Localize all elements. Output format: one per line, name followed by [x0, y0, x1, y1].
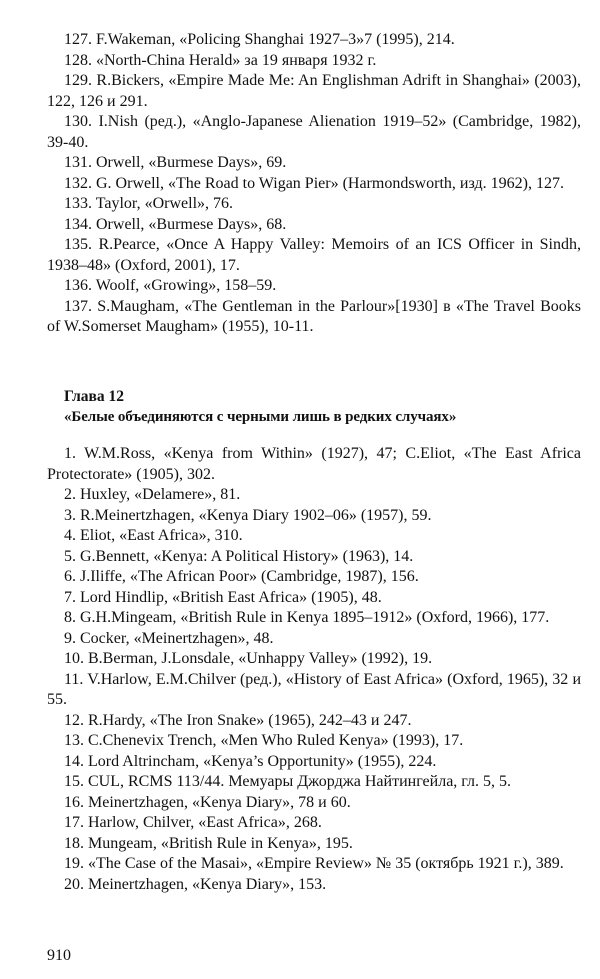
- endnote: 3. R.Meinertzhagen, «Kenya Diary 1902–06» (1957), 59.: [64, 506, 432, 524]
- endnote: 1. W.M.Ross, «Kenya from Within» (1927), 47; C.Eliot, «The East Africa Protectorate» (1905), 302.: [47, 445, 581, 483]
- endnote: 135. R.Pearce, «Once A Happy Valley: Memoirs of an ICS Officer in Sindh, 1938–48» (Oxford, 2001), 17.: [47, 236, 581, 274]
- endnote: 19. «The Case of the Masai», «Empire Review» № 35 (октябрь 1921 г.), 389.: [64, 855, 564, 872]
- endnote: 132. G. Orwell, «The Road to Wigan Pier» (Harmondsworth, изд. 1962), 127.: [64, 174, 564, 192]
- endnotes-list-chapter-12: [47, 444, 581, 895]
- endnote: 127. F.Wakeman, «Policing Shanghai 1927–3»7 (1995), 214.: [64, 31, 455, 48]
- endnote: 10. B.Berman, J.Lonsdale, «Unhappy Valley» (1992), 19.: [64, 650, 433, 667]
- endnote: 129. R.Bickers, «Empire Made Me: An Englishman Adrift in Shanghai» (2003), 122, 126 и 291.: [47, 72, 581, 110]
- endnote: 131. Orwell, «Burmese Days», 69.: [64, 154, 287, 171]
- endnote: 8. G.H.Mingeam, «British Rule in Kenya 1895–1912» (Oxford, 1966), 177.: [64, 609, 550, 626]
- endnote: 133. Taylor, «Orwell», 76.: [64, 195, 234, 212]
- endnote: 5. G.Bennett, «Kenya: A Political History» (1963), 14.: [64, 547, 414, 565]
- endnote: 7. Lord Hindlip, «British East Africa» (1905), 48.: [64, 588, 382, 606]
- endnote: 16. Meinertzhagen, «Kenya Diary», 78 и 60.: [64, 793, 351, 811]
- endnotes-list-previous-chapter: [47, 30, 581, 338]
- endnote: 9. Cocker, «Meinertzhagen», 48.: [64, 629, 274, 647]
- endnote: 136. Woolf, «Growing», 158–59.: [64, 277, 277, 294]
- endnote: 130. I.Nish (ред.), «Anglo-Japanese Alienation 1919–52» (Cambridge, 1982), 39-40.: [47, 113, 581, 151]
- chapter-subtitle: «Белые объединяются с черными лишь в редких случаях»: [64, 409, 457, 425]
- endnote: 4. Eliot, «East Africa», 310.: [64, 527, 243, 544]
- endnote: 2. Huxley, «Delamere», 81.: [64, 486, 241, 503]
- endnote: 13. C.Chenevix Trench, «Men Who Ruled Kenya» (1993), 17.: [64, 732, 464, 749]
- endnote: 18. Mungeam, «British Rule in Kenya», 195.: [64, 834, 353, 852]
- chapter-heading: [64, 387, 584, 427]
- endnote: 20. Meinertzhagen, «Kenya Diary», 153.: [64, 875, 327, 893]
- endnote: 128. «North-China Herald» за 19 января 1932 г.: [64, 51, 377, 69]
- chapter-title: Глава 12: [64, 388, 125, 405]
- endnote: 17. Harlow, Chilver, «East Africa», 268.: [64, 814, 322, 831]
- page-number: 910: [47, 947, 71, 964]
- endnote: 6. J.Iliffe, «The African Poor» (Cambridge, 1987), 156.: [64, 568, 419, 585]
- endnote: 15. CUL, RCMS 113/44. Мемуары Джорджа Найтингейла, гл. 5, 5.: [64, 773, 512, 790]
- endnote: 11. V.Harlow, E.M.Chilver (ред.), «History of East Africa» (Oxford, 1965), 32 и 55.: [47, 670, 581, 708]
- endnote: 134. Orwell, «Burmese Days», 68.: [64, 215, 287, 233]
- endnote: 137. S.Maugham, «The Gentleman in the Parlour»[1930] в «The Travel Books of W.Somerset Maugham» (1955), 10-11.: [47, 297, 581, 335]
- endnote: 14. Lord Altrincham, «Kenya’s Opportunity» (1955), 224.: [64, 752, 437, 770]
- endnote: 12. R.Hardy, «The Iron Snake» (1965), 242–43 и 247.: [64, 711, 412, 729]
